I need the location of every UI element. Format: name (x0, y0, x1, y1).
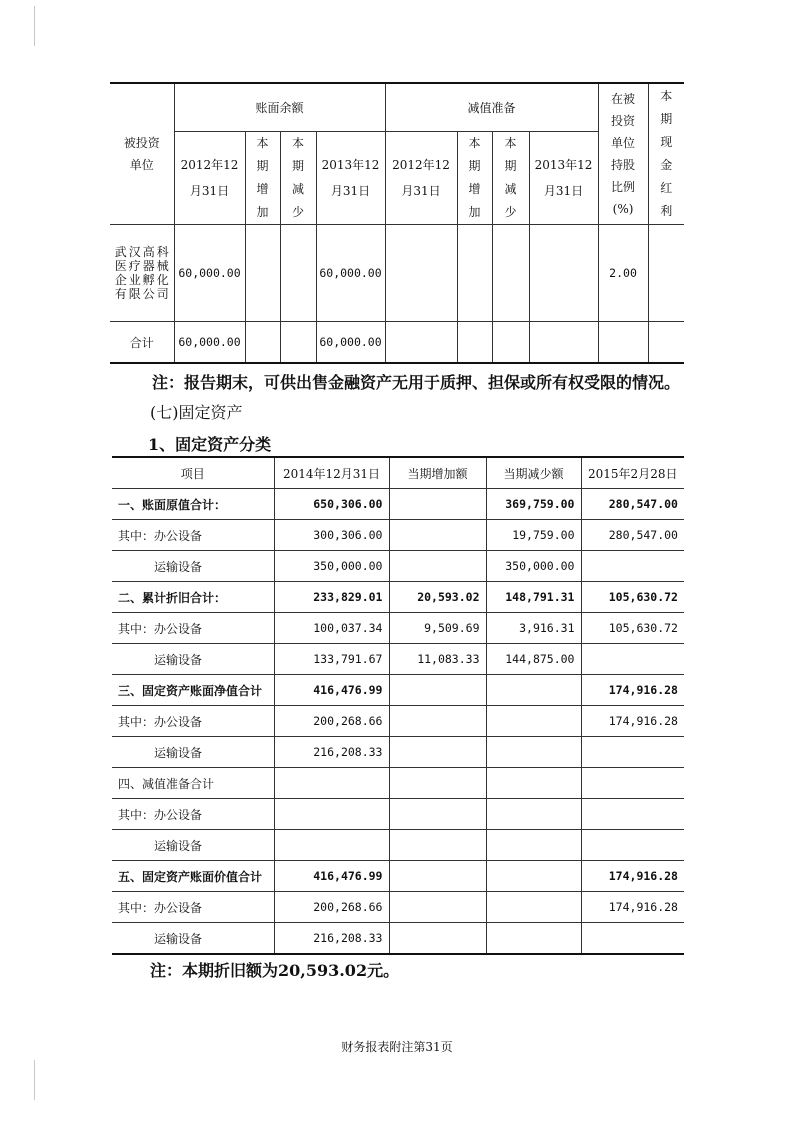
cell-imp-increase (457, 225, 492, 322)
cell-2015-02-28: 280,547.00 (581, 520, 684, 551)
total-row (110, 322, 684, 364)
cell-increase (389, 551, 486, 582)
table-row (112, 923, 684, 955)
cell-2015-02-28: 174,916.28 (581, 706, 684, 737)
header-2014-12-31: 2014年12月31日 (274, 457, 389, 489)
header-imp-decrease: 本期减少 (492, 132, 529, 225)
cell-decrease: 350,000.00 (486, 551, 581, 582)
investment-table (110, 82, 684, 364)
cell-decrease (486, 861, 581, 892)
table-header-row (112, 457, 684, 489)
cell-2015-02-28 (581, 644, 684, 675)
subsection-heading-classification: 1、固定资产分类 (148, 435, 272, 454)
cell-2015-02-28: 174,916.28 (581, 861, 684, 892)
cell-decrease (486, 923, 581, 955)
header-bal-increase: 本期增加 (245, 132, 280, 225)
note-depreciation: 注：本期折旧额为20,593.02元。 (150, 961, 400, 980)
cell-imp-2012 (385, 225, 457, 322)
table-header-row (110, 83, 684, 132)
row-label: 二、累计折旧合计： (112, 582, 274, 613)
cell-increase (389, 520, 486, 551)
cell-2015-02-28 (581, 799, 684, 830)
table-row (112, 644, 684, 675)
header-holding-ratio: 在被投资单位持股比例(%) (598, 83, 648, 225)
cell-imp-decrease (492, 225, 529, 322)
cell-increase (389, 892, 486, 923)
cell-increase (389, 706, 486, 737)
total-bal-2012: 60,000.00 (174, 322, 245, 364)
table-row (112, 830, 684, 861)
cell-decrease (486, 675, 581, 706)
cell-increase: 9,509.69 (389, 613, 486, 644)
header-2015-02-28: 2015年2月28日 (581, 457, 684, 489)
cell-increase (389, 830, 486, 861)
table-row (112, 737, 684, 768)
row-label: 运输设备 (112, 644, 274, 675)
cell-increase (389, 923, 486, 955)
header-period-increase: 当期增加额 (389, 457, 486, 489)
cell-2014-12-31: 216,208.33 (274, 923, 389, 955)
header-item: 项目 (112, 457, 274, 489)
table-row (112, 892, 684, 923)
cell-decrease (486, 830, 581, 861)
cell-2014-12-31: 216,208.33 (274, 737, 389, 768)
table-row (110, 225, 684, 322)
cell-bal-decrease (280, 225, 316, 322)
table-row (112, 861, 684, 892)
cell-decrease: 369,759.00 (486, 489, 581, 520)
header-investee: 被投资单位 (110, 83, 174, 225)
row-label: 运输设备 (112, 923, 274, 955)
cell-2014-12-31: 300,306.00 (274, 520, 389, 551)
cell-2014-12-31: 133,791.67 (274, 644, 389, 675)
cell-2014-12-31: 200,268.66 (274, 706, 389, 737)
cell-2014-12-31: 416,476.99 (274, 861, 389, 892)
table-row (112, 706, 684, 737)
cell-decrease: 144,875.00 (486, 644, 581, 675)
header-imp-2013: 2013年12月31日 (529, 132, 598, 225)
cell-bal-2012: 60,000.00 (174, 225, 245, 322)
cell-decrease (486, 768, 581, 799)
header-bal-decrease: 本期减少 (280, 132, 316, 225)
cell-decrease (486, 706, 581, 737)
cell-2014-12-31: 233,829.01 (274, 582, 389, 613)
cell-increase (389, 861, 486, 892)
header-cash-dividend: 本期现金红利 (648, 83, 684, 225)
cell-bal-2013: 60,000.00 (316, 225, 385, 322)
cell-2014-12-31: 350,000.00 (274, 551, 389, 582)
cell-increase (389, 768, 486, 799)
total-bal-2013: 60,000.00 (316, 322, 385, 364)
cell-increase (389, 489, 486, 520)
header-period-decrease: 当期减少额 (486, 457, 581, 489)
header-bal-2012: 2012年12月31日 (174, 132, 245, 225)
cell-2015-02-28: 174,916.28 (581, 675, 684, 706)
cell-decrease: 3,916.31 (486, 613, 581, 644)
cell-2015-02-28: 280,547.00 (581, 489, 684, 520)
cell-2014-12-31 (274, 799, 389, 830)
table-row (112, 799, 684, 830)
cell-2015-02-28: 174,916.28 (581, 892, 684, 923)
cell-holding-ratio: 2.00 (598, 225, 648, 322)
cell-2015-02-28 (581, 923, 684, 955)
table-row (112, 613, 684, 644)
table-row (112, 675, 684, 706)
scan-edge-mark (34, 1060, 35, 1100)
fixed-assets-table (112, 456, 684, 955)
investee-name: 武汉高科医疗器械企业孵化有限公司 (110, 225, 174, 322)
cell-decrease: 19,759.00 (486, 520, 581, 551)
row-label: 其中：办公设备 (112, 706, 274, 737)
row-label: 一、账面原值合计： (112, 489, 274, 520)
cell-decrease (486, 799, 581, 830)
row-label: 运输设备 (112, 830, 274, 861)
row-label: 运输设备 (112, 737, 274, 768)
scan-edge-mark (34, 6, 35, 46)
cell-2014-12-31: 416,476.99 (274, 675, 389, 706)
cell-increase: 11,083.33 (389, 644, 486, 675)
row-label: 运输设备 (112, 551, 274, 582)
cell-2015-02-28 (581, 551, 684, 582)
cell-2014-12-31: 650,306.00 (274, 489, 389, 520)
header-book-balance: 账面余额 (174, 83, 385, 132)
cell-2014-12-31 (274, 768, 389, 799)
row-label: 其中：办公设备 (112, 892, 274, 923)
cell-2015-02-28 (581, 737, 684, 768)
header-imp-2012: 2012年12月31日 (385, 132, 457, 225)
cell-2015-02-28: 105,630.72 (581, 613, 684, 644)
section-heading-fixed-assets: (七)固定资产 (150, 403, 243, 422)
table-subheader-row (110, 132, 684, 225)
page-footer: 财务报表附注第31页 (341, 1040, 453, 1054)
row-label: 其中：办公设备 (112, 520, 274, 551)
cell-dividend (648, 225, 684, 322)
cell-decrease (486, 892, 581, 923)
cell-imp-2013 (529, 225, 598, 322)
row-label: 四、减值准备合计 (112, 768, 274, 799)
table-row (112, 551, 684, 582)
cell-2015-02-28 (581, 830, 684, 861)
cell-increase (389, 737, 486, 768)
header-imp-increase: 本期增加 (457, 132, 492, 225)
cell-increase (389, 675, 486, 706)
cell-decrease: 148,791.31 (486, 582, 581, 613)
header-bal-2013: 2013年12月31日 (316, 132, 385, 225)
row-label: 其中：办公设备 (112, 613, 274, 644)
cell-decrease (486, 737, 581, 768)
cell-2015-02-28: 105,630.72 (581, 582, 684, 613)
cell-bal-increase (245, 225, 280, 322)
cell-2014-12-31 (274, 830, 389, 861)
total-label: 合计 (110, 322, 174, 364)
header-impairment: 减值准备 (385, 83, 598, 132)
cell-2014-12-31: 200,268.66 (274, 892, 389, 923)
cell-increase (389, 799, 486, 830)
cell-2014-12-31: 100,037.34 (274, 613, 389, 644)
table-row (112, 768, 684, 799)
cell-2015-02-28 (581, 768, 684, 799)
table-row (112, 582, 684, 613)
note-afs-assets: 注：报告期末，可供出售金融资产无用于质押、担保或所有权受限的情况。 (152, 373, 681, 392)
row-label: 其中：办公设备 (112, 799, 274, 830)
row-label: 五、固定资产账面价值合计 (112, 861, 274, 892)
row-label: 三、固定资产账面净值合计 (112, 675, 274, 706)
cell-increase: 20,593.02 (389, 582, 486, 613)
table-row (112, 489, 684, 520)
table-row (112, 520, 684, 551)
